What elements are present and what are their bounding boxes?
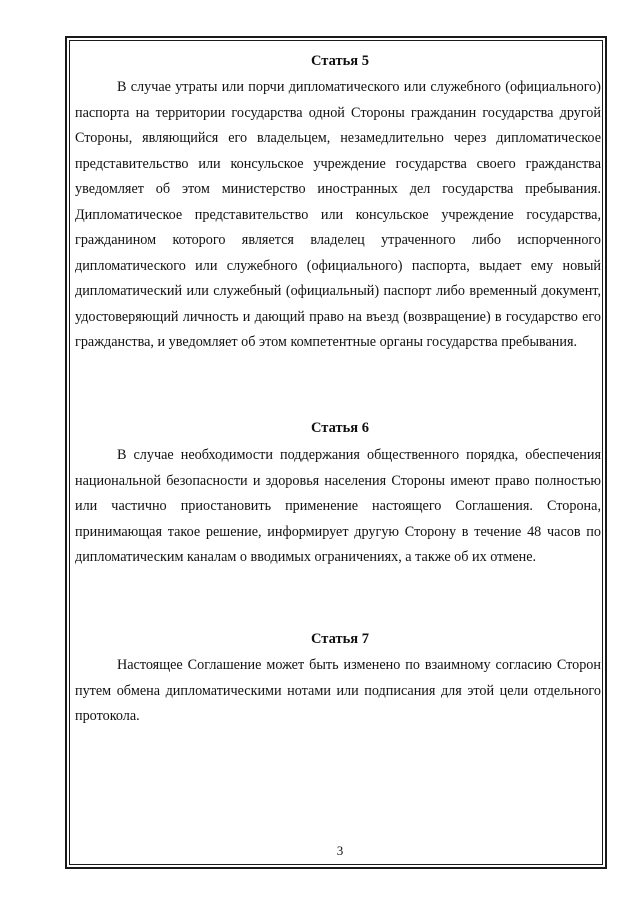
article-5-text: В случае утраты или порчи дипломатического или служебного (официального) паспорта на территории государства одной Стороны гражданин государства другой Стороны, являющийся его владельцем, незамедлительно через дипломатическое представительство или консульское учреждение государства своего гражданства уведомляет об этом министерство иностранных дел государства пребывания. Дипломатическое представительство или консульское учреждение государства, гражданином которого является владелец утраченного либо испорченного дипломатического или служебного (официального) паспорта, выдает ему новый дипломатический или служебный (официальный) паспорт либо временный документ, удостоверяющий личность и дающий право на въезд (возвращение) в государство его гражданства, и уведомляет об этом компетентные органы государства пребывания. — [75, 79, 601, 350]
article-5-title: Статья 5 — [311, 53, 369, 69]
article-7-text: Настоящее Соглашение может быть изменено по взаимному согласию Сторон путем обмена дипломатическими нотами или подписания для этой цели отдельного протокола. — [75, 657, 601, 724]
article-7-title: Статья 7 — [311, 631, 369, 647]
page-number: 3 — [336, 843, 344, 858]
article-6-text: В случае необходимости поддержания общественного порядка, обеспечения национальной безопасности и здоровья населения Стороны имеют право полностью или частично приостановить применение настоящего Соглашения. Сторона, принимающая такое решение, информирует другую Сторону в течение 48 часов по дипломатическим каналам о вводимых ограничениях, а также об их отмене. — [75, 447, 601, 565]
article-6-title: Статья 6 — [311, 420, 369, 436]
